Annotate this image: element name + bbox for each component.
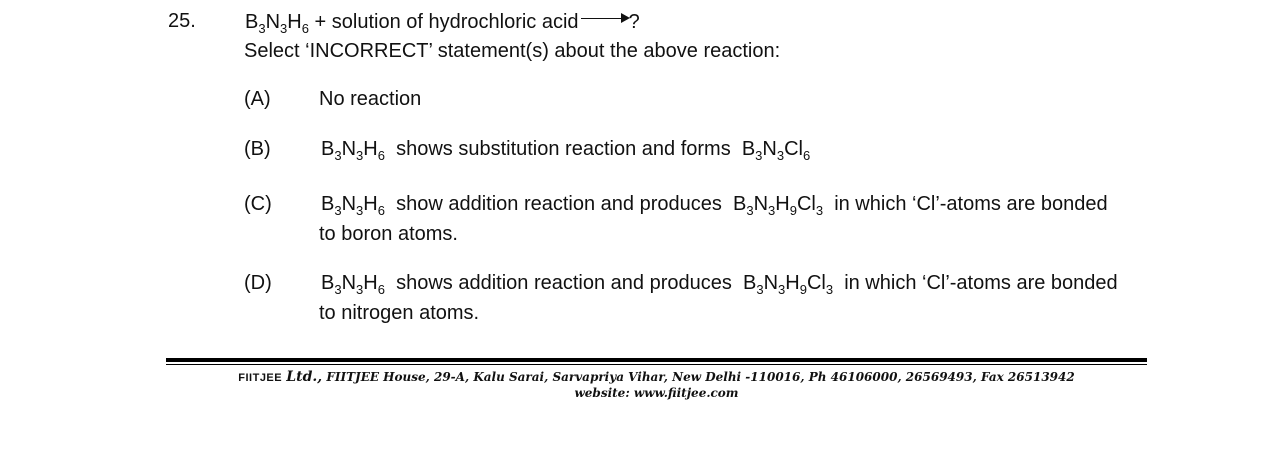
formula-b3n3h6: $B_3N_3H_6$ bbox=[321, 272, 385, 297]
question-number: 25. bbox=[168, 10, 196, 32]
reactant-formula: $B_3N_3H_6$ bbox=[245, 11, 309, 36]
option-d-label: (D) bbox=[244, 272, 272, 294]
footer-address: FIITJEE House, 29-A, Kalu Sarai, Sarvapriya Vihar, New Delhi -110016, Ph 46106000, 26569493, Fax 26513942 bbox=[326, 370, 1075, 384]
option-d-text-line2: to nitrogen atoms. bbox=[319, 302, 480, 324]
product-unknown: ? bbox=[628, 11, 640, 33]
option-c-text: $B_3N_3H_6$ show addition reaction and produces $B_3N_3H_9Cl_3$ in which ‘Cl’-atoms are bonded bbox=[321, 193, 1108, 218]
formula-b3n3h9cl3: $B_3N_3H_9Cl_3$ bbox=[732, 193, 824, 218]
option-b-label: (B) bbox=[244, 138, 271, 160]
reaction-arrow-icon bbox=[581, 12, 629, 24]
formula-b3n3cl6: $B_3N_3Cl_6$ bbox=[741, 138, 811, 163]
footer-ltd: Ltd., bbox=[286, 369, 323, 385]
footer-brand: FIITJEE bbox=[238, 372, 283, 384]
option-c-label: (C) bbox=[244, 193, 272, 215]
reaction-equation bbox=[245, 10, 640, 34]
footer-website: website: www.fiitjee.com bbox=[574, 386, 739, 400]
formula-b3n3h6: $B_3N_3H_6$ bbox=[321, 193, 385, 218]
option-b-text: $B_3N_3H_6$ shows substitution reaction and forms $B_3N_3Cl_6$ bbox=[321, 138, 811, 163]
reagent-text: + solution of hydrochloric acid bbox=[314, 11, 579, 33]
instruction-text: Select ‘INCORRECT’ statement(s) about the above reaction: bbox=[244, 40, 781, 62]
footer-address-line bbox=[166, 370, 1147, 386]
formula-b3n3h9cl3: $B_3N_3H_9Cl_3$ bbox=[742, 272, 834, 297]
footer bbox=[166, 370, 1147, 401]
footer-divider-thick bbox=[166, 358, 1147, 362]
formula-b3n3h6: $B_3N_3H_6$ bbox=[321, 138, 385, 163]
option-a-text: No reaction bbox=[319, 88, 422, 110]
option-a-label: (A) bbox=[244, 88, 271, 110]
footer-divider-thin bbox=[166, 364, 1147, 365]
option-d-text: $B_3N_3H_6$ shows addition reaction and produces $B_3N_3H_9Cl_3$ in which ‘Cl’-atoms are bonded bbox=[321, 272, 1118, 297]
option-c-text-line2: to boron atoms. bbox=[319, 223, 458, 245]
